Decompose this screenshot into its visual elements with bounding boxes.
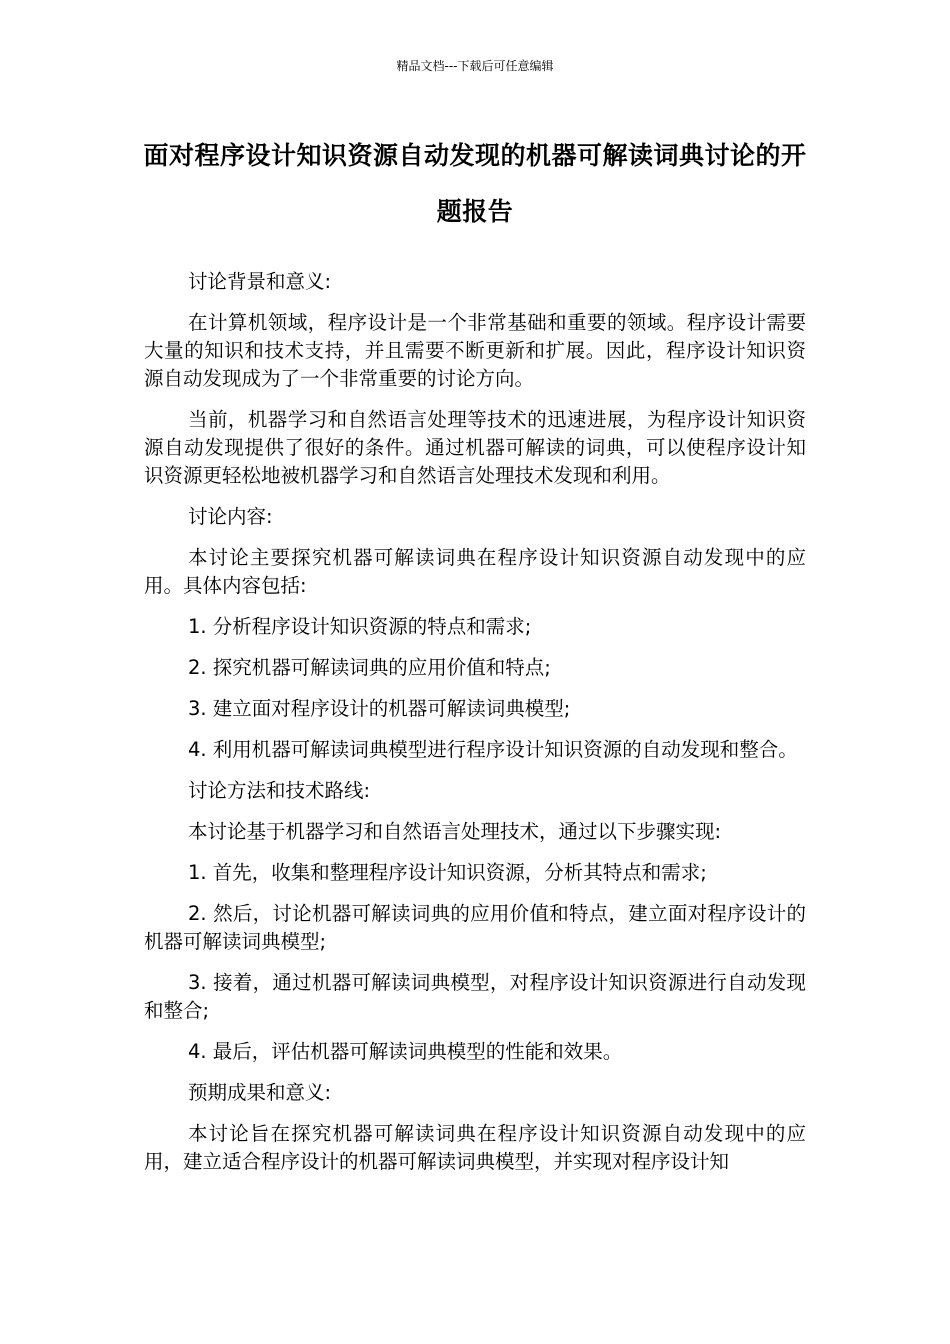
list-item: 1. 首先，收集和整理程序设计知识资源，分析其特点和需求; [188,861,707,884]
paragraph: 在计算机领域，程序设计是一个非常基础和重要的领域。程序设计需要大量的知识和技术支持，并且需要不断更新和扩展。因此，程序设计知识资源自动发现成为了一个非常重要的讨论方向。 [144,311,806,390]
list-item: 3. 接着，通过机器可解读词典模型，对程序设计知识资源进行自动发现和整合; [144,971,806,1022]
paragraph: 本讨论旨在探究机器可解读词典在程序设计知识资源自动发现中的应用，建立适合程序设计的机器可解读词典模型，并实现对程序设计知 [144,1122,806,1173]
list-item: 2. 探究机器可解读词典的应用价值和特点; [188,656,551,679]
list-item: 2. 然后，讨论机器可解读词典的应用价值和特点，建立面对程序设计的机器可解读词典模型; [144,902,806,953]
list-item: 3. 建立面对程序设计的机器可解读词典模型; [188,697,571,720]
document-body [144,268,806,1189]
section-heading-outcomes: 预期成果和意义: [188,1081,332,1104]
list-item: 4. 利用机器可解读词典模型进行程序设计知识资源的自动发现和整合。 [188,738,798,761]
section-heading-content: 讨论内容: [188,505,273,528]
section-heading-method: 讨论方法和技术路线: [188,779,371,802]
paragraph: 本讨论主要探究机器可解读词典在程序设计知识资源自动发现中的应用。具体内容包括: [144,546,806,597]
list-item: 1. 分析程序设计知识资源的特点和需求; [188,615,532,638]
paragraph: 当前，机器学习和自然语言处理等技术的迅速进展，为程序设计知识资源自动发现提供了很好的条件。通过机器可解读的词典，可以使程序设计知识资源更轻松地被机器学习和自然语言处理技术发现和利用。 [144,408,806,487]
document-title: 面对程序设计知识资源自动发现的机器可解读词典讨论的开题报告 [143,141,807,226]
paragraph: 本讨论基于机器学习和自然语言处理技术，通过以下步骤实现: [188,820,722,843]
section-heading-background: 讨论背景和意义: [188,270,332,293]
header-note: 精品文档---下载后可任意编辑 [396,59,554,73]
list-item: 4. 最后，评估机器可解读词典模型的性能和效果。 [188,1040,623,1063]
